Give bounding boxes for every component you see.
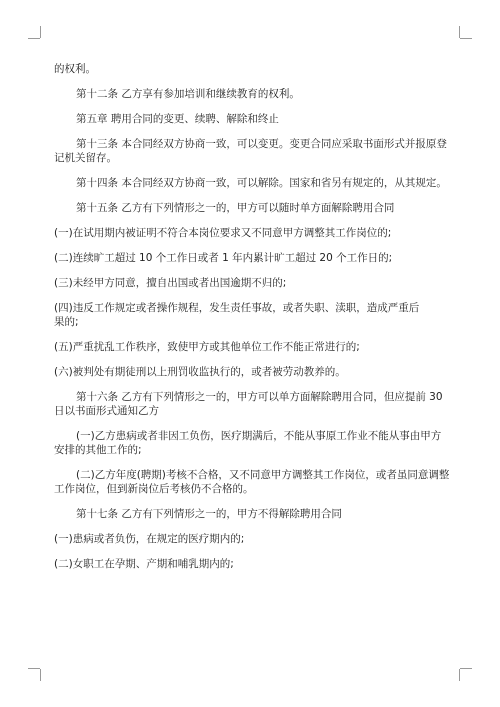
crop-mark-bottom-left [40,669,41,681]
article-13-line-1: 第十三条 本合同经双方协商一致，可以变更。变更合同应采取书面形式并报原登 [76,138,447,150]
article-15-item-1: (一)在试用期内被证明不符合本岗位要求又不同意甲方调整其工作岗位的; [54,227,392,239]
article-16-item-1-line-1: (一)乙方患病或者非因工负伤，医疗期满后，不能从事原工作业不能从事由甲方 [76,430,442,442]
crop-mark-bottom-right [460,668,472,669]
article-12: 第十二条 乙方享有参加培训和继续教育的权利。 [76,88,300,100]
article-16-item-2-line-2: 工作岗位，但到新岗位后考核仍不合格的。 [54,483,254,495]
paragraph-continuation: 的权利。 [54,63,96,75]
chapter-5-heading: 第五章 聘用合同的变更、续聘、解除和终止 [76,113,279,125]
article-15-item-5: (五)严重扰乱工作秩序，致使甲方或其他单位工作不能正常进行的; [54,341,360,353]
article-16-item-2-line-1: (二)乙方年度(聘期)考核不合格，又不同意甲方调整其工作岗位，或者虽同意调整 [76,469,450,481]
crop-mark-top-right [459,26,460,38]
article-15-item-4-line-2: 果的; [54,316,79,328]
article-15-item-2: (二)连续旷工超过 10 个工作日或者 1 年内累计旷工超过 20 个工作日的; [54,252,393,264]
crop-mark-bottom-right [459,669,460,681]
crop-mark-top-right [460,38,472,39]
article-16-line-2: 日以书面形式通知乙方 [54,405,159,417]
crop-mark-top-left [40,26,41,38]
article-15: 第十五条 乙方有下列情形之一的，甲方可以随时单方面解除聘用合同 [76,202,395,214]
article-17-item-1: (一)患病或者负伤，在规定的医疗期内的; [54,533,245,545]
article-15-item-3: (三)未经甲方同意，擅自出国或者出国逾期不归的; [54,277,287,289]
article-15-item-6: (六)被判处有期徒刑以上刑罚收监执行的，或者被劳动教养的。 [54,366,346,378]
article-15-item-4-line-1: (四)违反工作规定或者操作规程，发生责任事故，或者失职、渎职，造成严重后 [54,302,420,314]
article-17: 第十七条 乙方有下列情形之一的，甲方不得解除聘用合同 [76,508,342,520]
article-17-item-2: (二)女职工在孕期、产期和哺乳期内的; [54,558,234,570]
article-16-line-1: 第十六条 乙方有下列情形之一的，甲方可以单方面解除聘用合同，但应提前 30 [76,391,443,403]
article-14: 第十四条 本合同经双方协商一致，可以解除。国家和省另有规定的，从其规定。 [76,177,447,189]
document-body [54,62,462,571]
crop-mark-bottom-left [28,668,40,669]
article-13-line-2: 记机关留存。 [54,152,117,164]
crop-mark-top-left [28,38,40,39]
article-16-item-1-line-2: 安排的其他工作的; [54,444,142,456]
